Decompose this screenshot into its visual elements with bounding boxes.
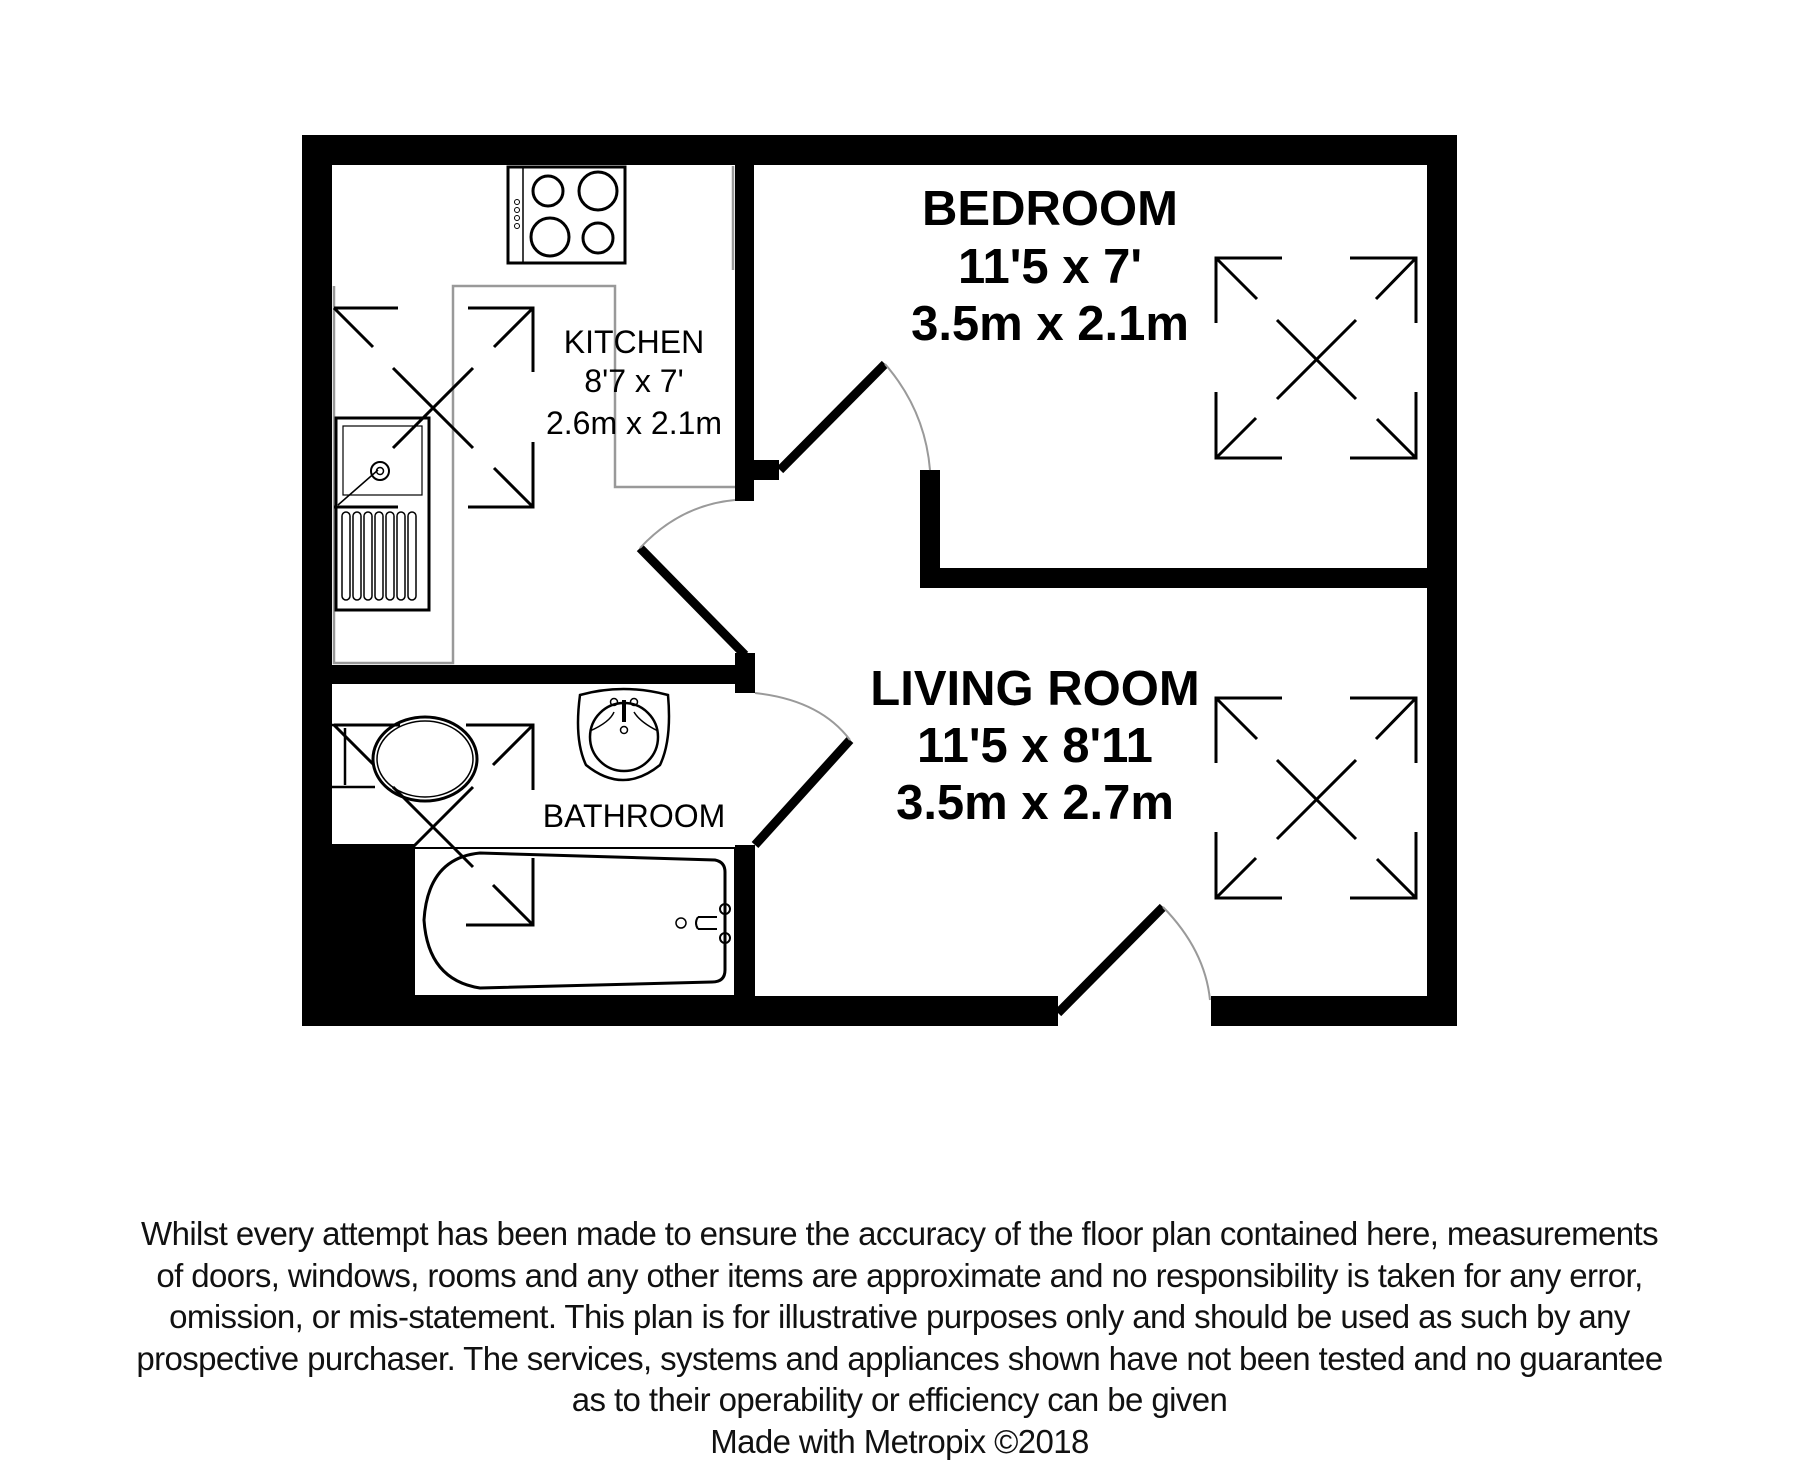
disclaimer [0, 1213, 1799, 1462]
living-skylight-icon [1216, 698, 1416, 898]
kitchen-skylight-icon [334, 308, 533, 507]
bedroom-imperial: 11'5 x 7' [957, 240, 1143, 294]
bathroom-door [755, 693, 850, 845]
disclaimer-line: of doors, windows, rooms and any other items are approximate and no responsibility is taken for any error, [156, 1256, 1643, 1294]
bath-icon [414, 848, 735, 996]
kitchen-door [640, 500, 745, 655]
living-room-imperial: 11'5 x 8'11 [917, 719, 1153, 773]
bedroom-door [780, 364, 930, 470]
bedroom-metric: 3.5m x 2.1m [911, 297, 1189, 351]
room-labels [543, 182, 1200, 834]
kitchen-label: KITCHEN [563, 324, 705, 360]
bedroom-skylight-icon [1216, 258, 1416, 458]
living-room-metric: 3.5m x 2.7m [896, 776, 1174, 830]
bedroom-label: BEDROOM [922, 182, 1178, 236]
sink-icon [336, 418, 429, 610]
kitchen-metric: 2.6m x 2.1m [545, 405, 723, 441]
disclaimer-line: as to their operability or efficiency can be given [571, 1381, 1228, 1418]
entrance-door [1058, 907, 1210, 1013]
hob-icon [508, 167, 625, 263]
bathroom-label: BATHROOM [542, 798, 726, 834]
basin-icon [578, 689, 669, 780]
disclaimer-line: prospective purchaser. The services, systems and appliances shown have not been tested and no guarantee [136, 1339, 1663, 1377]
skylight-icon [334, 258, 1416, 925]
disclaimer-line: omission, or mis-statement. This plan is for illustrative purposes only and should be used as such by any [169, 1298, 1630, 1335]
walls [302, 135, 1457, 1026]
living-room-label: LIVING ROOM [870, 662, 1200, 716]
disclaimer-line: Whilst every attempt has been made to ensure the accuracy of the floor plan contained here, measurements [141, 1215, 1658, 1252]
credit-line: Made with Metropix ©2018 [710, 1422, 1089, 1460]
toilet-icon [332, 717, 477, 801]
kitchen-imperial: 8'7 x 7' [584, 363, 684, 399]
